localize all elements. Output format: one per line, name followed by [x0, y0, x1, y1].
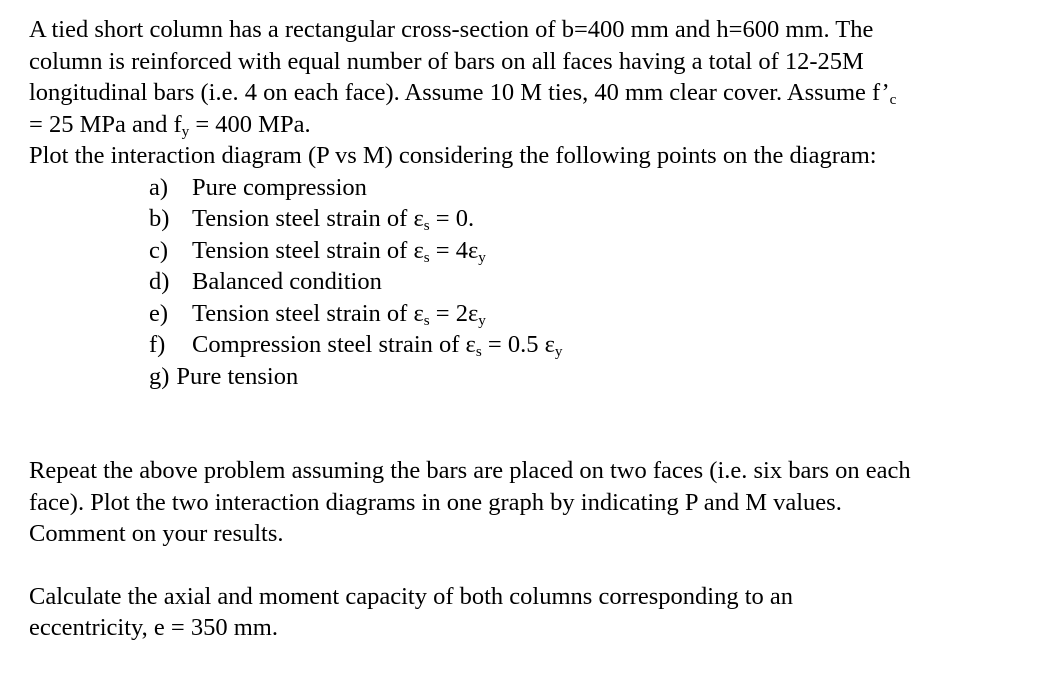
- fc-subscript: c: [889, 90, 897, 108]
- plot-prompt: Plot the interaction diagram (P vs M) considering the following points on the diagram:: [29, 142, 877, 169]
- list-item-tail: = 2ε: [429, 299, 479, 327]
- problem-statement: [29, 14, 1019, 172]
- list-item-text: Pure tension: [176, 362, 299, 390]
- capacity-problem: [29, 581, 1019, 644]
- list-item: [149, 172, 1019, 204]
- repeat-line-3: Comment on your results.: [29, 520, 284, 547]
- strain-subscript: s: [423, 248, 430, 266]
- list-item-text: Pure compression: [192, 173, 367, 201]
- statement-line-3-text: longitudinal bars (i.e. 4 on each face). Assume 10 M ties, 40 mm clear cover. Assume f’: [29, 79, 890, 106]
- yield-subscript: y: [478, 248, 486, 266]
- spacer: [29, 550, 1019, 581]
- list-item-text: Tension steel strain of ε: [192, 236, 424, 264]
- list-marker: e): [149, 299, 169, 327]
- list-item-tail: = 4ε: [429, 236, 479, 264]
- diagram-points-list: [29, 172, 1019, 393]
- list-item: [149, 266, 1019, 298]
- list-item-tail: = 0.5 ε: [481, 331, 555, 358]
- repeat-problem: [29, 455, 1019, 550]
- statement-line-4-tail: = 400 MPa.: [189, 110, 311, 138]
- strain-subscript: s: [475, 342, 482, 360]
- list-item: [149, 329, 1019, 361]
- statement-line-4-text: = 25 MPa and f: [29, 110, 182, 138]
- list-item-text: Compression steel strain of ε: [192, 331, 476, 358]
- statement-line-1: A tied short column has a rectangular cross-section of b=400 mm and h=600 mm. The: [29, 16, 874, 43]
- list-item-text: Tension steel strain of ε: [192, 205, 424, 232]
- spacer: [29, 392, 1019, 455]
- strain-subscript: s: [423, 311, 430, 329]
- list-item: [149, 361, 1019, 393]
- repeat-line-2: face). Plot the two interaction diagrams in one graph by indicating P and M values.: [29, 488, 842, 516]
- list-marker: c): [149, 236, 169, 264]
- repeat-line-1: Repeat the above problem assuming the bars are placed on two faces (i.e. six bars on each: [29, 457, 911, 484]
- list-item-text: Tension steel strain of ε: [192, 299, 424, 327]
- capacity-line-1: Calculate the axial and moment capacity of both columns corresponding to an: [29, 582, 794, 610]
- list-marker: a): [149, 173, 169, 201]
- fy-subscript: y: [181, 122, 190, 140]
- yield-subscript: y: [478, 311, 486, 329]
- capacity-line-2: eccentricity, e = 350 mm.: [29, 614, 278, 641]
- list-item-tail: = 0.: [429, 205, 475, 232]
- list-marker: f): [149, 331, 166, 358]
- yield-subscript: y: [554, 342, 563, 360]
- strain-subscript: s: [423, 216, 430, 234]
- list-marker: d): [149, 268, 170, 295]
- list-item-text: Balanced condition: [192, 268, 382, 295]
- statement-line-2: column is reinforced with equal number of bars on all faces having a total of 12-25M: [29, 47, 864, 75]
- statement-line-3: [29, 77, 1019, 109]
- problem-document: [29, 14, 1019, 644]
- list-marker: g): [149, 362, 170, 390]
- list-item: [149, 203, 1019, 235]
- statement-line-4: [29, 109, 1019, 141]
- list-marker: b): [149, 205, 170, 232]
- list-item: [149, 235, 1019, 267]
- list-item: [149, 298, 1019, 330]
